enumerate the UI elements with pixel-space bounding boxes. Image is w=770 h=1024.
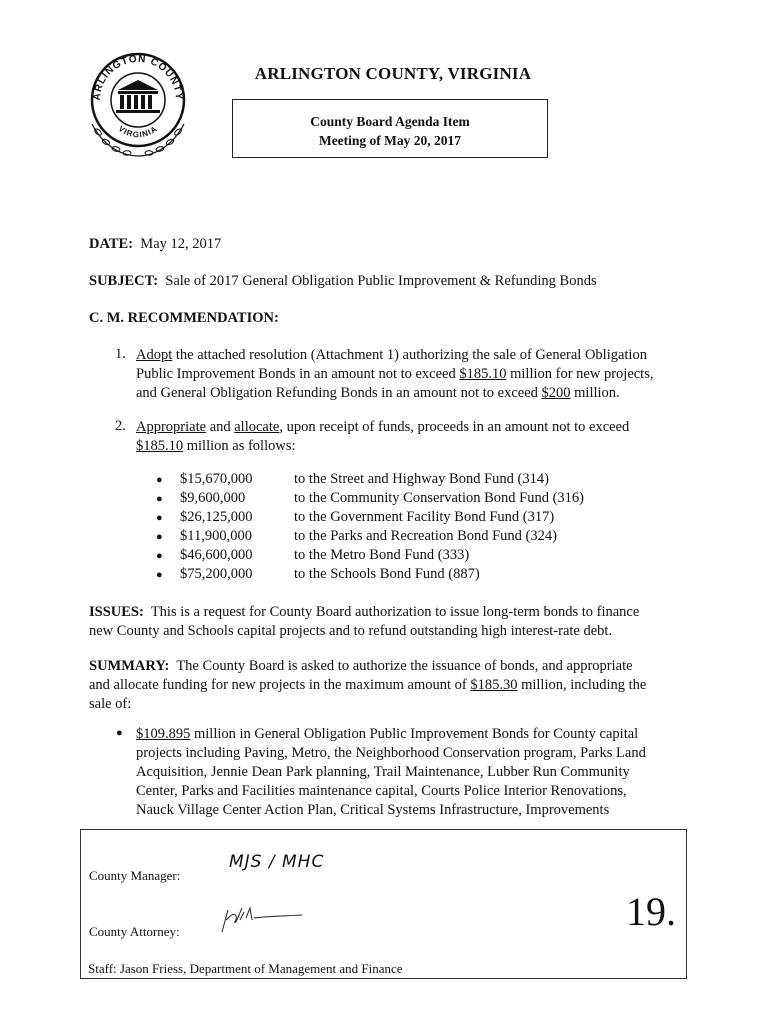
subject-line <box>89 273 597 290</box>
agenda-item-number: 19. <box>626 889 676 934</box>
summary-bullet-amount: $109.895 <box>136 726 191 742</box>
list-item: ● $46,600,000 to the Metro Bond Fund (333) <box>156 546 584 565</box>
summary-bullet-text: $109.895 million in General Obligation Public Improvement Bonds for County capital projects including Paving, Metro, the Neighborhood Conservation program, Parks Land Acquisition, Jennie Dean Park planning, Trail Maintenance, Lubber Run Community Center, Parks and Facilities maintenance capital, Courts Police Interior Renovations, Nauck Village Center Action Plan, Critical Systems Infrastructure, Improvements <box>136 726 646 818</box>
staff-contact: Staff: Jason Friess, Department of Management and Finance <box>88 961 403 976</box>
list-item: ● $11,900,000 to the Parks and Recreation Bond Fund (324) <box>156 527 584 546</box>
bullet-icon: ● <box>156 569 163 581</box>
rec2-number: 2. <box>115 418 126 434</box>
rec2-amount: $185.10 <box>136 438 184 454</box>
subject-value: Sale of 2017 General Obligation Public Improvement & Refunding Bonds <box>165 273 597 289</box>
meeting-date-label: Meeting of May 20, 2017 <box>318 133 462 148</box>
bullet-icon: ● <box>156 550 163 562</box>
recommendation-heading: C. M. RECOMMENDATION: <box>89 310 279 326</box>
summary-label: SUMMARY: <box>89 658 170 674</box>
rec2-text: Appropriate and allocate, upon receipt of funds, proceeds in an amount not to exceed $185.10 million as follows: <box>136 419 630 454</box>
manager-initials: MJS / MHC <box>229 852 325 872</box>
agenda-item-box <box>232 99 548 158</box>
rec1-amount1: $185.10 <box>459 366 507 382</box>
list-item: ● $15,670,000 to the Street and Highway Bond Fund (314) <box>156 470 584 489</box>
summary-paragraph: SUMMARY: The County Board is asked to authorize the issuance of bonds, and appropriate and allocate funding for new projects in the maximum amount of $185.30 million, including the sale of: <box>89 658 647 712</box>
rec2-verb1: Appropriate <box>136 419 207 435</box>
svg-text:ARLINGTON COUNTY: ARLINGTON COUNTY <box>91 53 185 101</box>
fund-allocation-list <box>156 470 584 584</box>
subject-label: SUBJECT: <box>89 273 159 289</box>
county-seal-logo <box>84 44 192 162</box>
rec1-text: Adopt the attached resolution (Attachment 1) authorizing the sale of General Obligation Public Improvement Bonds in an amount not to exceed $185.10 million for new projects, and General Obligation Refunding Bonds in an amount not to exceed $200 million. <box>136 347 654 401</box>
attorney-signature <box>216 902 306 936</box>
bullet-icon: ● <box>156 531 163 543</box>
issues-label: ISSUES: <box>89 604 144 620</box>
bullet-icon: ● <box>156 474 163 486</box>
date-value: May 12, 2017 <box>140 236 222 252</box>
date-line <box>89 236 221 253</box>
rec1-verb: Adopt <box>136 347 173 363</box>
county-attorney-label: County Attorney: <box>89 924 180 939</box>
list-item: ● $75,200,000 to the Schools Bond Fund (887) <box>156 565 584 584</box>
summary-amount: $185.30 <box>470 677 518 693</box>
date-label: DATE: <box>89 236 134 252</box>
list-item: ● $26,125,000 to the Government Facility Bond Fund (317) <box>156 508 584 527</box>
bullet-icon: ● <box>156 493 163 505</box>
bullet-icon: ● <box>116 727 123 739</box>
signature-box <box>80 829 687 979</box>
svg-text:VIRGINIA: VIRGINIA <box>116 124 160 140</box>
bullet-icon: ● <box>156 512 163 524</box>
rec1-amount2: $200 <box>541 385 571 401</box>
county-title: ARLINGTON COUNTY, VIRGINIA <box>254 64 532 83</box>
list-item: ● $9,600,000 to the Community Conservation Bond Fund (316) <box>156 489 584 508</box>
agenda-item-label: County Board Agenda Item <box>310 114 470 129</box>
county-manager-label: County Manager: <box>89 868 181 883</box>
rec1-number: 1. <box>115 346 126 362</box>
rec2-verb2: allocate <box>234 419 280 435</box>
issues-paragraph: ISSUES: This is a request for County Board authorization to issue long-term bonds to finance new County and Schools capital projects and to refund outstanding high interest-rate debt. <box>89 604 640 639</box>
